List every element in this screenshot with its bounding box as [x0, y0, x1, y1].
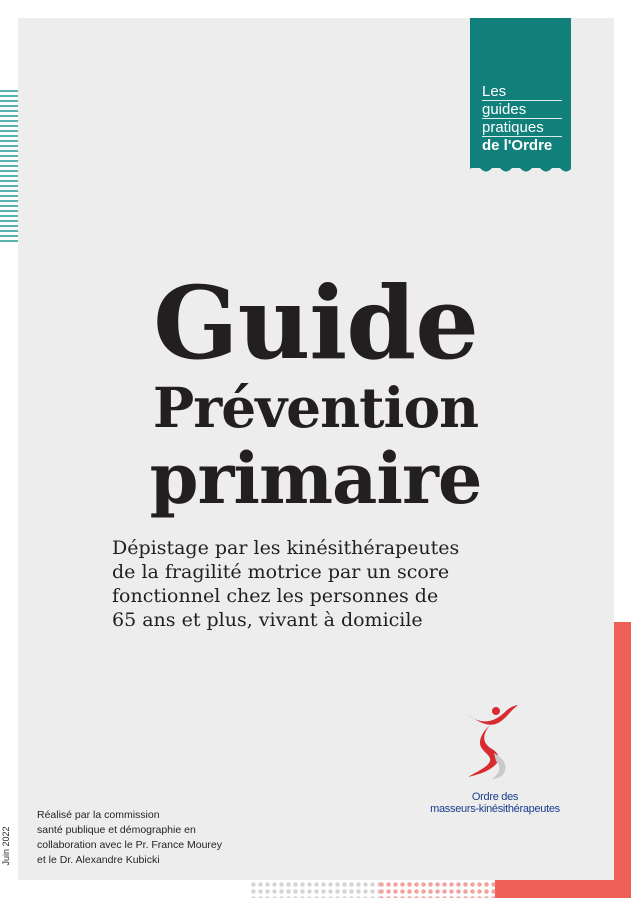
- badge-text: [482, 83, 562, 154]
- credits-line-3: collaboration avec le Pr. France Mourey: [37, 839, 223, 851]
- badge-line-3: pratiques: [482, 119, 562, 137]
- badge-wave-edge: [470, 165, 571, 175]
- publication-date: Juin 2022: [1, 826, 11, 866]
- order-logo-text: [400, 791, 590, 815]
- subtitle-line-3: fonctionnel chez les personnes de: [112, 585, 439, 607]
- subtitle-line-2: de la fragilité motrice par un score: [112, 561, 450, 583]
- guides-badge: [470, 18, 571, 168]
- order-logo-figure-icon: [460, 703, 524, 781]
- logo-line-1: Ordre des: [471, 791, 519, 803]
- credits-line-4: et le Dr. Alexandre Kubicki: [37, 854, 160, 866]
- badge-line-4: de l'Ordre: [482, 137, 553, 154]
- badge-line-1: Les: [482, 83, 562, 101]
- title-guide: Guide: [153, 264, 478, 382]
- title-primaire: primaire: [149, 437, 482, 520]
- subtitle: [112, 536, 527, 632]
- coral-dot-pattern: [378, 881, 495, 898]
- grey-dot-pattern: [250, 881, 380, 898]
- credits-line-1: Réalisé par la commission: [37, 809, 160, 821]
- credits: [37, 808, 287, 868]
- title-prevention: Prévention: [152, 375, 479, 440]
- logo-line-2: masseurs-kinésithérapeutes: [430, 803, 560, 815]
- credits-line-2: santé publique et démographie en: [37, 824, 196, 836]
- subtitle-line-4: 65 ans et plus, vivant à domicile: [112, 609, 423, 631]
- subtitle-line-1: Dépistage par les kinésithérapeutes: [112, 537, 460, 559]
- badge-line-2: guides: [482, 101, 562, 119]
- teal-stripes: [0, 90, 18, 242]
